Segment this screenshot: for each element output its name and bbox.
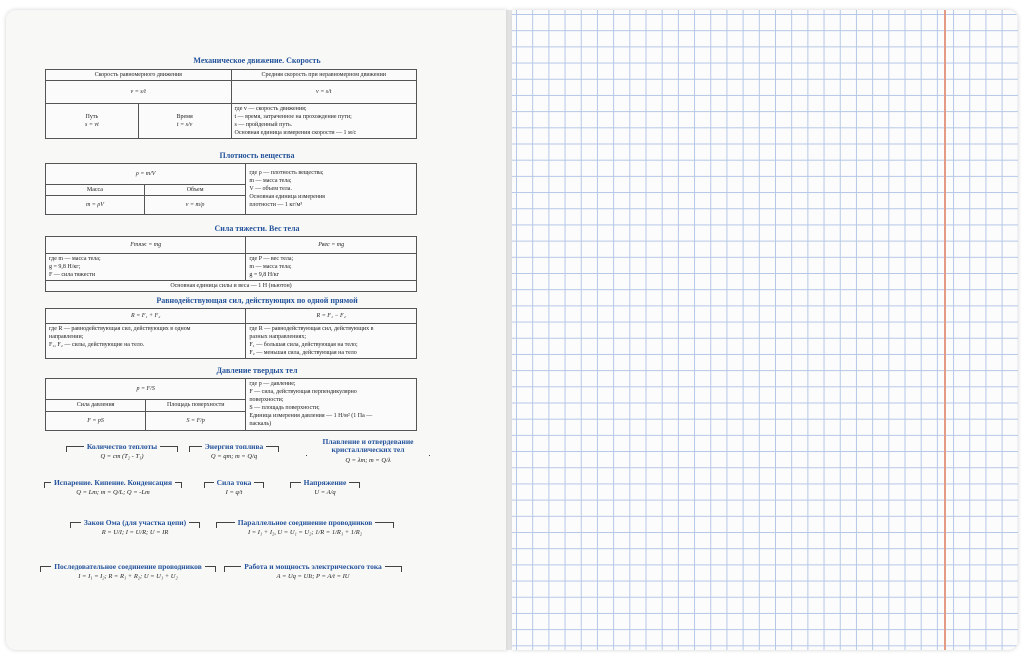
motion-notes [231,104,417,139]
resultant-note: F₂ — меньшая сила, действующая на тело [249,350,357,357]
box-series-title: Последовательное соединение проводников [51,562,205,571]
gravity-note: где P — вес тела; [249,256,294,262]
motion-table [45,69,417,139]
motion-path-label: Путь [85,114,99,121]
resultant-note: F₁, F₂ — силы, действующие на тело. [49,342,145,349]
density-mass-formula: m = ρV [46,196,145,215]
box-series-formula: I = I₁ = I₂; R = R₁ + R₂; U = U₁ + U₂ [78,573,178,580]
motion-time-formula: t = s/v [176,122,193,129]
box-series [40,562,216,580]
pressure-note: поверхности; [249,397,284,404]
section-title-density: Плотность вещества [219,151,295,160]
motion-note: s — пройденный путь. [234,122,293,129]
box-voltage [290,478,360,496]
section-title-gravity: Сила тяжести. Вес тела [214,224,300,233]
resultant-formula-sum: R = F₁ + F₂ [46,309,246,324]
motion-formula-average: v = s/t [231,81,417,104]
pressure-note: паскаль) [249,421,272,428]
gravity-footer: Основная единица силы и веса — 1 Н (ньютон) [46,281,417,292]
resultant-note: разных направлениях; [249,334,307,341]
section-title-motion: Механическое движение. Скорость [193,56,321,65]
section-title-pressure: Давление твердых тел [216,366,298,375]
motion-header-uniform: Скорость равномерного движения [46,70,232,81]
notebook-right-page-grid [512,10,1018,650]
box-work-formula: A = Uq = UIt; P = A/t = IU [276,573,350,580]
density-volume-label: Объем [144,185,245,196]
gravity-notes-right [246,254,417,281]
box-fuel [189,442,279,460]
gravity-note: где m — масса тела; [49,256,101,262]
resultant-notes-left [46,324,246,359]
density-volume-formula: v = m/ρ [144,196,245,215]
pressure-notes [246,379,417,431]
density-note: m — масса тела; [249,177,292,184]
density-notes [246,164,417,215]
box-voltage-title: Напряжение [301,478,350,487]
pressure-note: где p — давление; [249,381,296,387]
box-ohm [70,518,200,536]
motion-path-cell [46,104,139,139]
box-fuel-title: Энергия топлива [202,442,267,451]
pressure-force-label: Сила давления [46,400,146,412]
motion-time-cell [138,104,231,139]
motion-time-label: Время [176,114,193,121]
box-evap-title: Испарение. Кипение. Конденсация [51,478,175,487]
pressure-note: S — площадь поверхности; [249,405,320,412]
density-table [45,163,417,215]
motion-note: t — время, затраченное на прохождение пути; [234,114,352,121]
resultant-note: направлении; [49,334,84,341]
box-work [224,562,402,580]
gravity-note: g = 9,8 Н/кг; [49,264,81,271]
density-note: Основная единица измерения [249,194,325,201]
density-note: где ρ — плотность вещества; [249,169,324,176]
box-voltage-formula: U = A/q [314,489,336,496]
margin-line [944,10,946,650]
density-mass-label: Масса [46,185,145,196]
box-current-title: Сила тока [214,478,255,487]
resultant-formula-diff: R = F₁ − F₂ [246,309,417,324]
pressure-formula-main: p = F/S [46,379,246,400]
resultant-note: где R — равнодействующая сил, действующих в [249,326,374,332]
pressure-table [45,378,417,431]
motion-note: Основная единица измерения скорости — 1 м/с [234,130,357,137]
motion-path-formula: s = vt [85,122,99,129]
density-formula-main: ρ = m/V [46,164,246,185]
box-ohm-title: Закон Ома (для участка цепи) [81,518,189,527]
gravity-table [45,236,417,292]
box-ohm-formula: R = U/I; I = U/R; U = IR [101,529,169,536]
box-evap [44,478,182,496]
gravity-note: F — сила тяжести [49,272,96,279]
density-note: плотности — 1 кг/м³ [249,202,303,209]
box-parallel-title: Параллельное соединение проводников [235,518,376,527]
pressure-area-label: Площадь поверхности [146,400,246,412]
motion-note: где v — скорость движения; [234,106,307,113]
box-parallel-formula: I = I₁ + I₂, U = U₁ = U₂; 1/R = 1/R₁ + 1/R₂ [247,529,363,536]
resultant-note: F₁ — большая сила, действующая на тело; [249,342,358,349]
box-melt [306,438,430,464]
pressure-note: F — сила, действующая перпендикулярно [249,389,357,396]
box-current [204,478,264,496]
notebook-left-page [6,10,508,650]
gravity-note: m — масса тела; [249,264,292,271]
box-fuel-formula: Q = qm; m = Q/q [210,453,258,460]
box-heat [66,442,178,460]
resultant-note: где R — равнодействующая сил, действующих в одном [49,326,191,332]
motion-formula-uniform: v = s/t [46,81,232,104]
gravity-notes-left [46,254,246,281]
box-current-formula: I = q/t [225,489,243,496]
resultant-notes-right [246,324,417,359]
box-work-title: Работа и мощность электрического тока [241,562,385,571]
pressure-area-formula: S = F/p [146,411,246,430]
resultant-table [45,308,417,359]
gravity-note: g = 9,8 Н/кг [249,272,280,279]
box-evap-formula: Q = Lm; m = Q/L; Q = -Lm [76,489,150,496]
box-parallel [216,518,394,536]
box-heat-title: Количество теплоты [84,442,160,451]
motion-header-average: Средняя скорость при неравномерном движении [231,70,417,81]
gravity-formula-weight-force: Fтяж = mg [46,237,246,254]
gravity-formula-weight: Pвес = mg [246,237,417,254]
box-heat-formula: Q = cm (T₂ - T₁) [100,453,144,460]
pressure-note: Единица измерения давления — 1 Н/м² (1 Па — [249,413,373,420]
density-note: V — объем тела. [249,186,292,192]
box-melt-formula: Q = λm; m = Q/λ [345,456,391,464]
box-melt-title: Плавление и отвердевание кристаллических тел [306,438,430,455]
section-title-resultant: Равнодействующая сил, действующих по одной прямой [156,296,358,305]
pressure-force-formula: F = pS [46,411,146,430]
